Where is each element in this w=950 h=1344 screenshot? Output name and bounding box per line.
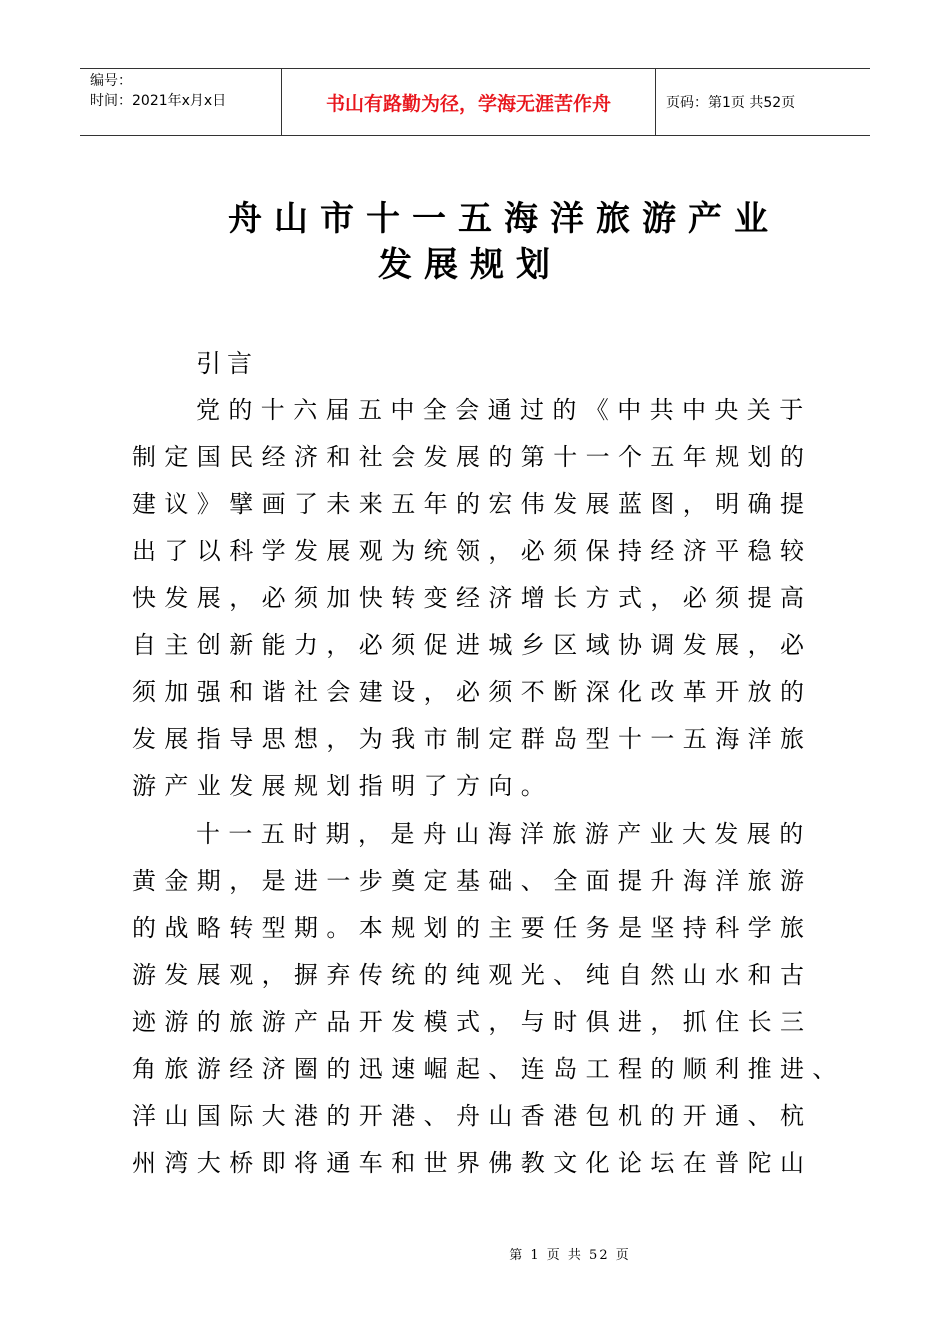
paragraph-2: [132, 814, 852, 1194]
text-line: 十一五时期，是舟山海洋旅游产业大发展的: [196, 820, 812, 848]
header-page-info: 页码：第1页 共52页: [666, 95, 796, 111]
paragraph-1: [132, 390, 852, 800]
text-line: 自主创新能力，必须促进城乡区域协调发展，必: [132, 631, 813, 659]
header-meta-cell: [80, 69, 282, 135]
text-line: 制定国民经济和社会发展的第十一个五年规划的: [132, 443, 813, 471]
text-line: 快发展，必须加快转变经济增长方式，必须提高: [132, 584, 813, 612]
text-line: 州湾大桥即将通车和世界佛教文化论坛在普陀山: [132, 1149, 813, 1177]
text-line: 游产业发展规划指明了方向。: [132, 772, 554, 800]
page-footer: 第 1 页 共 52 页: [509, 1248, 631, 1263]
section-heading: 引言: [196, 349, 259, 378]
text-line: 党的十六届五中全会通过的《中共中央关于: [196, 396, 812, 424]
header-motto: 书山有路勤为径，学海无涯苦作舟: [282, 69, 656, 135]
header-table: [80, 68, 870, 136]
text-line: 游发展观，摒弃传统的纯观光、纯自然山水和古: [132, 961, 813, 989]
text-line: 建议》擘画了未来五年的宏伟发展蓝图，明确提: [132, 490, 813, 518]
text-line: 发展指导思想，为我市制定群岛型十一五海洋旅: [132, 725, 813, 753]
text-line: 出了以科学发展观为统领，必须保持经济平稳较: [132, 537, 813, 565]
text-line: 洋山国际大港的开港、舟山香港包机的开通、杭: [132, 1102, 813, 1130]
text-line: 的战略转型期。本规划的主要任务是坚持科学旅: [132, 914, 813, 942]
document-title-line1: 舟山市十一五海洋旅游产业: [228, 199, 780, 239]
document-number-label: 编号：: [90, 73, 132, 89]
text-line: 迹游的旅游产品开发模式，与时俱进，抓住长三: [132, 1008, 813, 1036]
text-line: 角旅游经济圈的迅速崛起、连岛工程的顺利推进、: [132, 1055, 845, 1083]
text-line: 黄金期，是进一步奠定基础、全面提升海洋旅游: [132, 867, 813, 895]
document-time-label: 时间：2021年x月x日: [90, 93, 227, 109]
text-line: 须加强和谐社会建设，必须不断深化改革开放的: [132, 678, 813, 706]
document-title-line2: 发展规划: [378, 245, 562, 285]
